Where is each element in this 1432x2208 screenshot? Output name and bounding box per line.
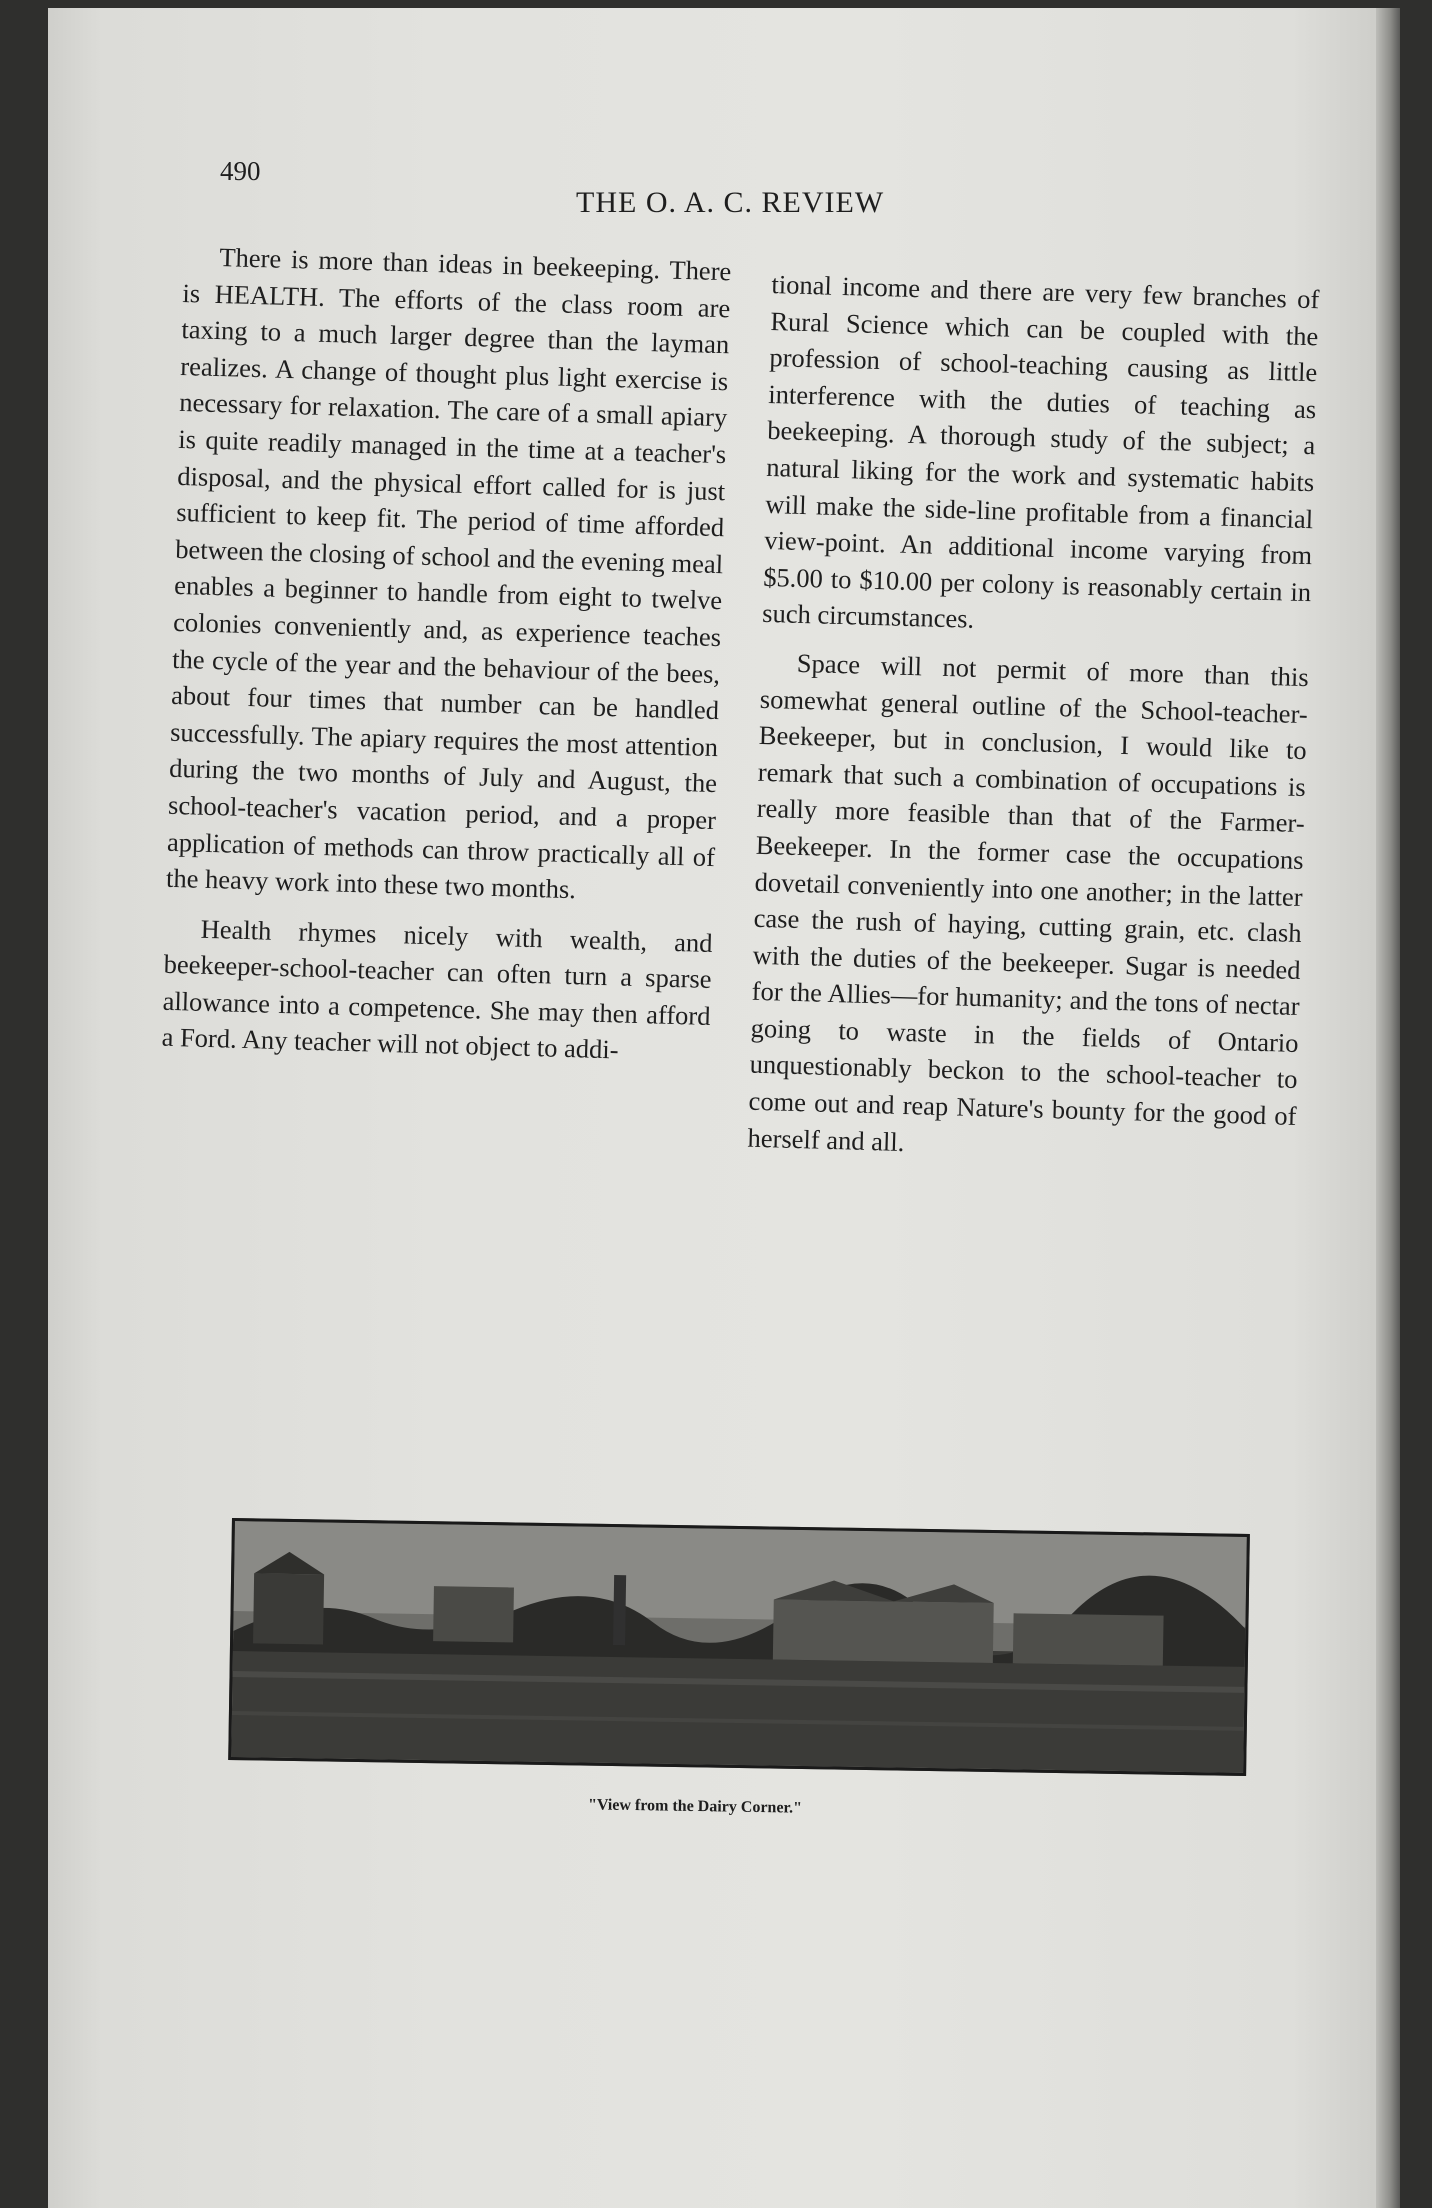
- running-head: THE O. A. C. REVIEW: [576, 186, 885, 219]
- left-column: [161, 238, 732, 1071]
- photo-caption: "View from the Dairy Corner.": [587, 1796, 803, 1817]
- landscape-photo-illustration: [231, 1521, 1247, 1773]
- paragraph-conclusion: Space will not permit of more than this somewhat general outline of the School-teacher-Beekeeper, but in conclusion, I would like to remark that such a combination of occupations is really more feasible than that of the Farmer-Beekeeper. In the former case the occupations dovetail conveniently into one another; in the latter case the rush of haying, cutting grain, etc. clash with the duties of the beekeeper. Sugar is needed for the Allies—for humanity; and the tons of nectar going to waste in the fields of Ontario unquestionably beckon to the school-teacher to come out and reap Nature's bounty for the good of herself and all.: [747, 647, 1310, 1157]
- paragraph-health: There is more than ideas in beekeeping. There is HEALTH. The efforts of the class room are taxing to a much larger degree than the layman realizes. A change of thought plus light exercise is necessary for relaxation. The care of a small apiary is quite readily managed in the time at a teacher's disposal, and the physical effort called for is just sufficient to keep fit. The period of time afforded between the closing of school and the evening meal enables a beginner to handle from eight to twelve colonies conveniently and, as experience teaches the cycle of the year and the behaviour of the bees, about four times that number can be handled successfully. The apiary requires the most attention during the two months of July and August, the school-teacher's vacation period, and a proper application of methods can throw practically all of the heavy work into these two months.: [165, 242, 732, 905]
- magazine-page: [48, 8, 1400, 2208]
- dairy-corner-photo: [228, 1518, 1250, 1776]
- page-number: 490: [220, 156, 261, 186]
- page-edge-shadow: [1376, 8, 1400, 2208]
- paragraph-wealth-continued: tional income and there are very few branches of Rural Science which can be coupled with the profession of school-teaching causing as little interference with the duties of teaching as beekeeping. A thorough study of the subject; a natural liking for the work and systematic habits will make the side-line profitable from a financial view-point. An additional income varying from $5.00 to $10.00 per colony is reasonably certain in such circumstances.: [761, 268, 1320, 635]
- paragraph-wealth-start: Health rhymes nicely with wealth, and beekeeper-school-teacher can often turn a sparse allowance into a competence. She may then afford a Ford. Any teacher will not object to addi-: [161, 913, 713, 1065]
- right-column: [747, 266, 1320, 1171]
